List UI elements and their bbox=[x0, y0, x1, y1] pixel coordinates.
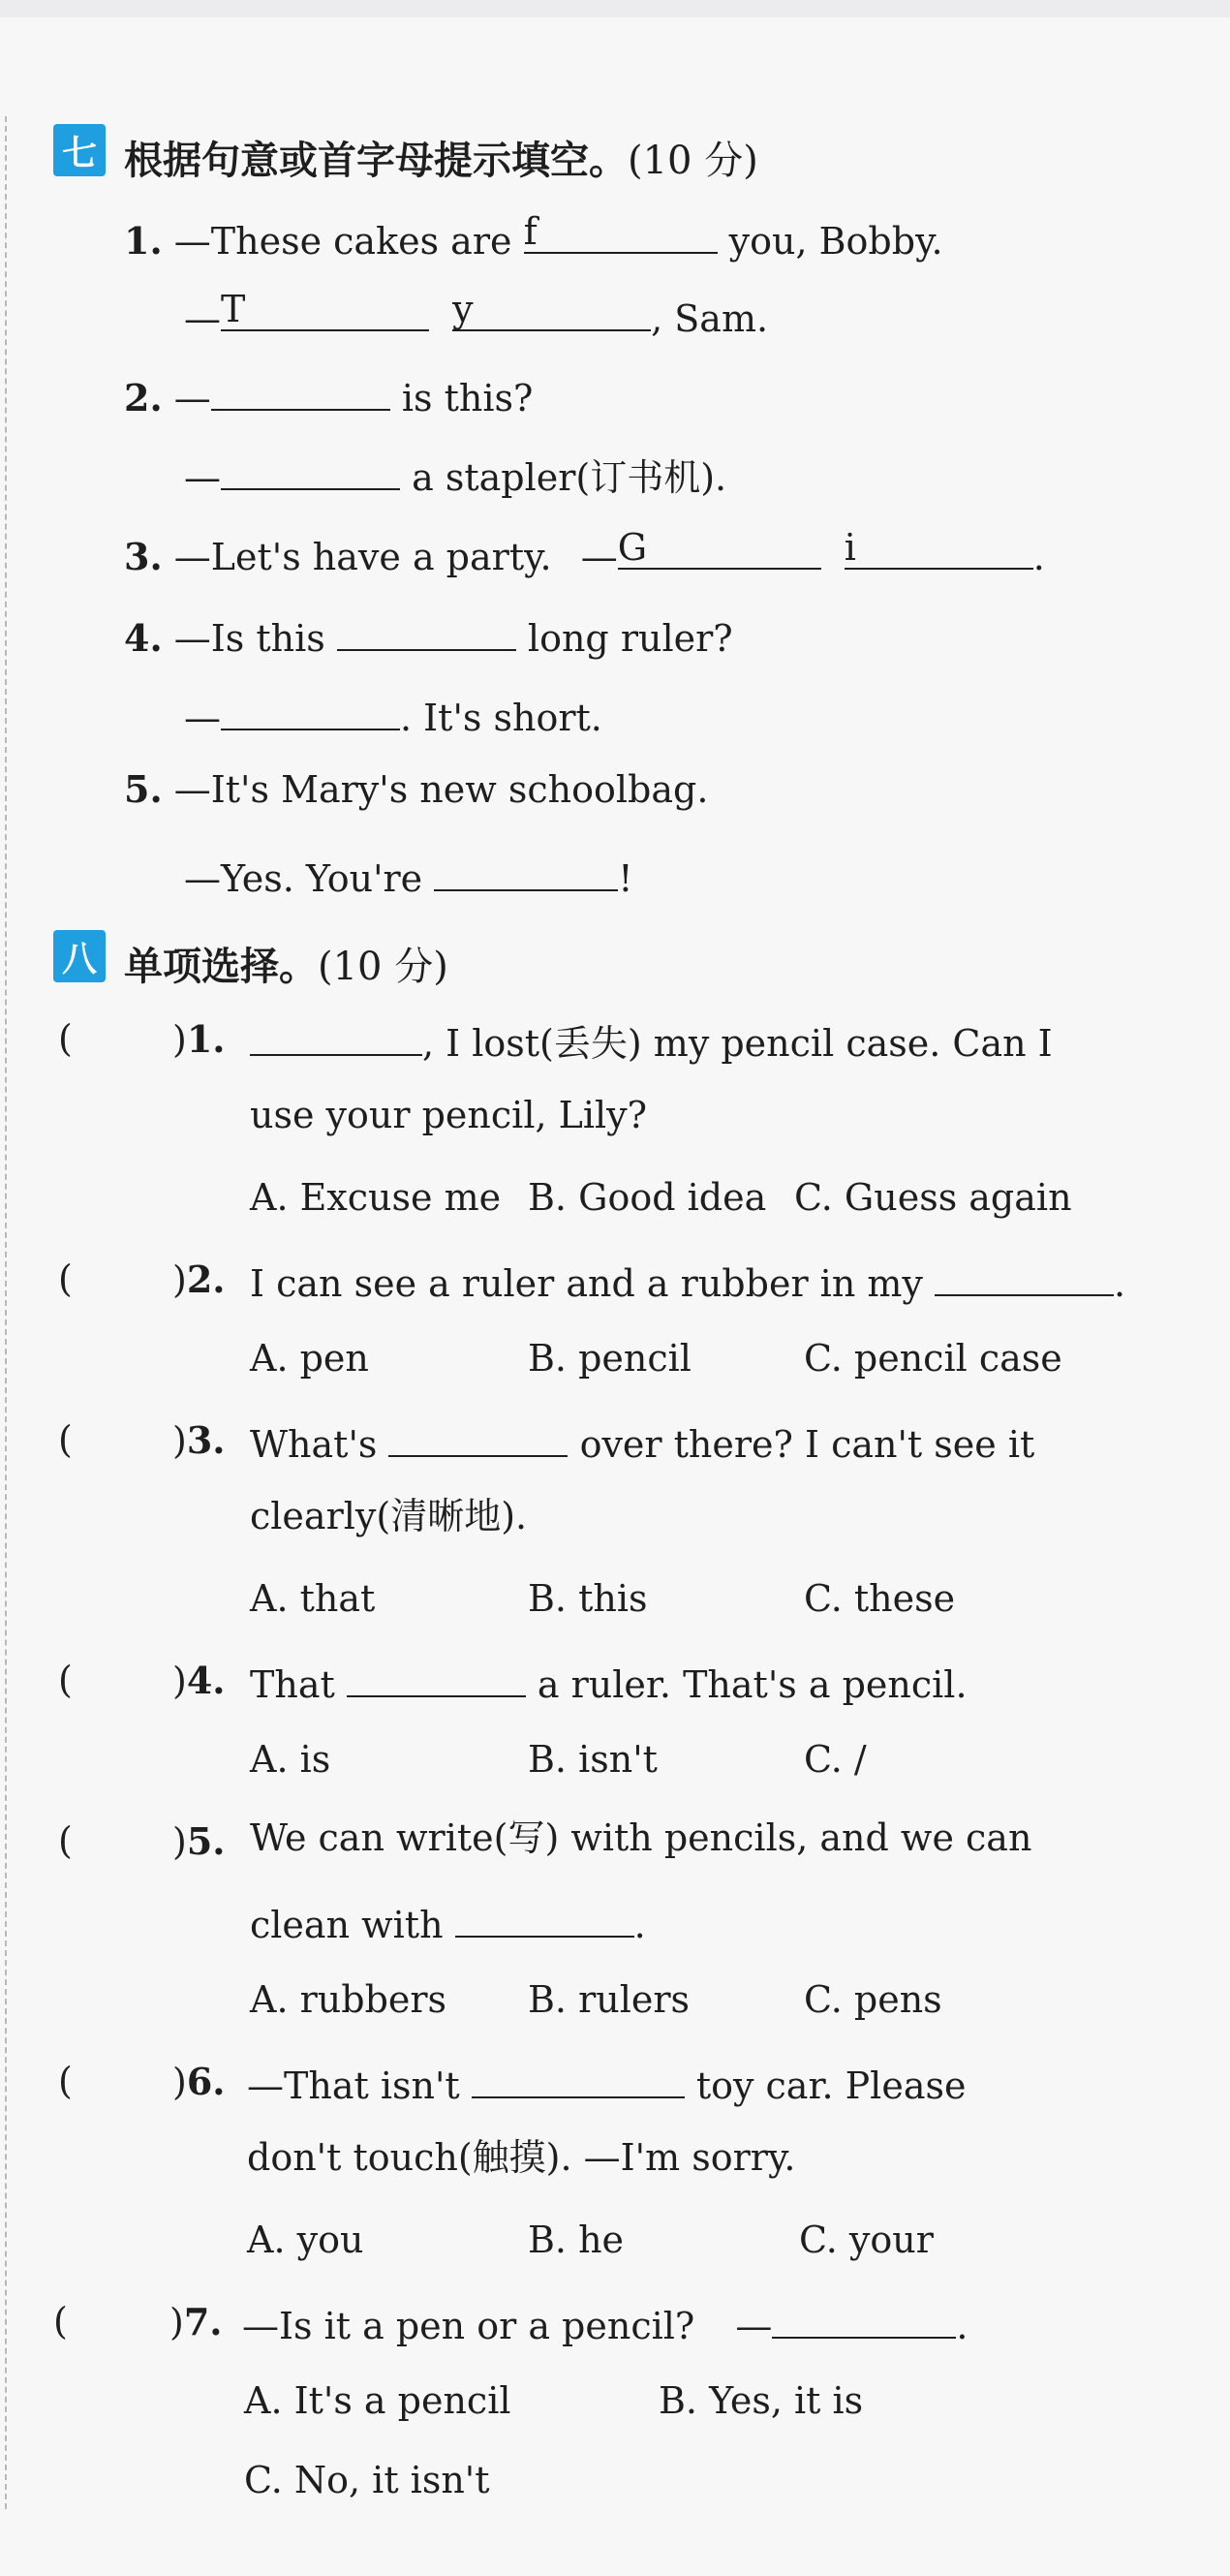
s7-q2-line2 bbox=[184, 451, 727, 499]
section-7-title: 根据句意或首字母提示填空。 bbox=[124, 139, 628, 183]
option-c[interactable]: C. these bbox=[804, 1577, 956, 1620]
dash: — bbox=[735, 2305, 773, 2347]
question-text: a stapler(订书机). bbox=[400, 456, 727, 499]
dash: — bbox=[184, 697, 221, 739]
question-number: 4. bbox=[124, 616, 163, 660]
answer-paren-open: ( bbox=[58, 1418, 73, 1461]
initial-letter-hint: i bbox=[844, 526, 856, 569]
question-text: That bbox=[250, 1663, 347, 1706]
answer-blank[interactable] bbox=[844, 526, 1033, 570]
answer-blank[interactable] bbox=[388, 1418, 568, 1457]
question-text: I can see a ruler and a rubber in my bbox=[250, 1262, 935, 1305]
answer-paren-close: )6. bbox=[172, 2060, 226, 2103]
question-text: clean with bbox=[250, 1904, 455, 1946]
section-8-title: 单项选择。 bbox=[124, 945, 318, 989]
s8-q2-line1 bbox=[250, 1257, 1126, 1305]
answer-blank[interactable] bbox=[452, 288, 651, 331]
dash: — bbox=[184, 456, 221, 499]
dash: — bbox=[580, 536, 618, 578]
answer-blank[interactable] bbox=[221, 692, 400, 730]
binding-margin-line bbox=[5, 116, 7, 2509]
initial-letter-hint: y bbox=[452, 288, 474, 330]
section-7-heading bbox=[124, 130, 758, 185]
question-text: . bbox=[633, 1904, 646, 1946]
answer-paren-close: )1. bbox=[172, 1017, 226, 1061]
question-text: What's bbox=[250, 1423, 389, 1466]
option-b[interactable]: B. Yes, it is bbox=[659, 2379, 864, 2422]
option-c[interactable]: C. your bbox=[799, 2219, 934, 2261]
section-7-score: (10 分) bbox=[628, 139, 758, 183]
s8-q5-line2 bbox=[250, 1899, 646, 1946]
answer-paren-close: )7. bbox=[169, 2300, 223, 2343]
section-7-badge: 七 bbox=[53, 124, 106, 176]
answer-blank[interactable] bbox=[935, 1257, 1114, 1296]
s8-q7-line1 bbox=[242, 2300, 969, 2347]
answer-blank[interactable] bbox=[347, 1659, 526, 1697]
option-a[interactable]: A. that bbox=[250, 1577, 376, 1620]
question-text: a ruler. That's a pencil. bbox=[525, 1663, 968, 1706]
answer-blank[interactable] bbox=[617, 526, 821, 570]
question-text: ! bbox=[618, 857, 633, 900]
s7-q1-line2 bbox=[184, 288, 769, 340]
section-8-score: (10 分) bbox=[318, 945, 448, 989]
question-text: is this? bbox=[389, 377, 534, 419]
option-c[interactable]: C. / bbox=[804, 1738, 867, 1781]
answer-blank[interactable] bbox=[434, 853, 618, 891]
s7-q2-line1 bbox=[124, 372, 533, 417]
answer-paren-close: )5. bbox=[172, 1819, 226, 1863]
s8-q3-line1 bbox=[250, 1418, 1035, 1466]
answer-paren-close: )3. bbox=[172, 1418, 226, 1462]
answer-blank[interactable] bbox=[337, 612, 516, 651]
question-number: 1. bbox=[124, 219, 163, 263]
dash: — bbox=[173, 377, 211, 419]
question-text: —Is it a pen or a pencil? bbox=[242, 2305, 695, 2347]
option-a[interactable]: A. pen bbox=[250, 1337, 369, 1380]
section-8-heading bbox=[124, 936, 448, 991]
option-a[interactable]: A. rubbers bbox=[250, 1978, 447, 2021]
question-text: —Let's have a party. bbox=[173, 536, 552, 578]
dash: — bbox=[184, 297, 221, 340]
question-text: —That isn't bbox=[247, 2064, 472, 2107]
option-c[interactable]: C. pens bbox=[804, 1978, 942, 2021]
question-number: 2. bbox=[124, 376, 163, 419]
answer-paren-open: ( bbox=[58, 1819, 73, 1862]
question-text: over there? I can't see it bbox=[568, 1423, 1035, 1466]
question-number: 3. bbox=[124, 535, 163, 578]
s7-q1-line1 bbox=[124, 210, 943, 263]
option-b[interactable]: B. isn't bbox=[528, 1738, 658, 1781]
answer-paren-open: ( bbox=[58, 2060, 73, 2102]
s8-q3-line2: clearly(清晰地). bbox=[250, 1495, 528, 1537]
answer-blank[interactable] bbox=[772, 2300, 956, 2339]
answer-blank[interactable] bbox=[250, 1017, 422, 1056]
s7-q4-line1 bbox=[124, 612, 733, 660]
question-number: 5. bbox=[124, 767, 163, 811]
answer-paren-open: ( bbox=[58, 1257, 73, 1300]
answer-paren-open: ( bbox=[58, 1659, 73, 1701]
option-c[interactable]: C. Guess again bbox=[794, 1176, 1072, 1219]
question-text: you, Bobby. bbox=[717, 220, 943, 263]
question-text: toy car. Please bbox=[684, 2064, 967, 2107]
option-a[interactable]: A. is bbox=[250, 1738, 331, 1781]
option-a[interactable]: A. It's a pencil bbox=[244, 2379, 511, 2422]
question-text: —These cakes are bbox=[173, 220, 524, 263]
answer-paren-open: ( bbox=[58, 1017, 73, 1060]
option-b[interactable]: B. pencil bbox=[528, 1337, 692, 1380]
answer-blank[interactable] bbox=[221, 288, 429, 331]
option-b[interactable]: B. this bbox=[528, 1577, 648, 1620]
s7-q5-line1 bbox=[124, 767, 709, 811]
option-b[interactable]: B. he bbox=[528, 2219, 625, 2261]
answer-paren-close: )4. bbox=[172, 1659, 226, 1702]
s8-q6-line2: don't touch(触摸). —I'm sorry. bbox=[247, 2136, 796, 2179]
answer-blank[interactable] bbox=[211, 372, 390, 411]
s7-q4-line2 bbox=[184, 692, 602, 739]
section-8-badge: 八 bbox=[53, 930, 106, 982]
s8-q1-line1 bbox=[250, 1017, 1053, 1065]
question-text: , Sam. bbox=[651, 297, 769, 340]
s8-q4-line1 bbox=[250, 1659, 968, 1706]
option-b[interactable]: B. rulers bbox=[528, 1978, 691, 2021]
option-a[interactable]: A. you bbox=[247, 2219, 364, 2261]
answer-blank[interactable] bbox=[455, 1899, 634, 1938]
question-text: long ruler? bbox=[515, 617, 733, 660]
option-a[interactable]: A. Excuse me bbox=[250, 1176, 502, 1219]
question-text: , I lost(丢失) my pencil case. Can I bbox=[422, 1022, 1053, 1065]
question-text: . bbox=[1032, 536, 1045, 578]
question-text: —Is this bbox=[173, 617, 337, 660]
s8-q5-line1: We can write(写) with pencils, and we can bbox=[250, 1816, 1032, 1859]
s8-q1-line2: use your pencil, Lily? bbox=[250, 1094, 648, 1136]
question-text: . It's short. bbox=[400, 697, 602, 739]
question-text: . bbox=[1113, 1262, 1126, 1305]
s7-q5-line2 bbox=[184, 853, 633, 900]
answer-blank[interactable] bbox=[523, 210, 718, 254]
question-text: —Yes. You're bbox=[184, 857, 435, 900]
question-text: —It's Mary's new schoolbag. bbox=[173, 768, 709, 811]
answer-paren-close: )2. bbox=[172, 1257, 226, 1301]
option-b[interactable]: B. Good idea bbox=[528, 1176, 767, 1219]
option-c[interactable]: C. No, it isn't bbox=[244, 2459, 490, 2501]
answer-paren-open: ( bbox=[53, 2300, 68, 2343]
question-text: . bbox=[956, 2305, 969, 2347]
s8-q6-line1 bbox=[247, 2060, 967, 2107]
answer-blank[interactable] bbox=[221, 451, 400, 490]
initial-letter-hint: f bbox=[523, 210, 538, 253]
initial-letter-hint: T bbox=[221, 288, 246, 330]
option-c[interactable]: C. pencil case bbox=[804, 1337, 1062, 1380]
s7-q3-line bbox=[124, 526, 1045, 578]
initial-letter-hint: G bbox=[617, 526, 648, 569]
answer-blank[interactable] bbox=[472, 2060, 685, 2098]
